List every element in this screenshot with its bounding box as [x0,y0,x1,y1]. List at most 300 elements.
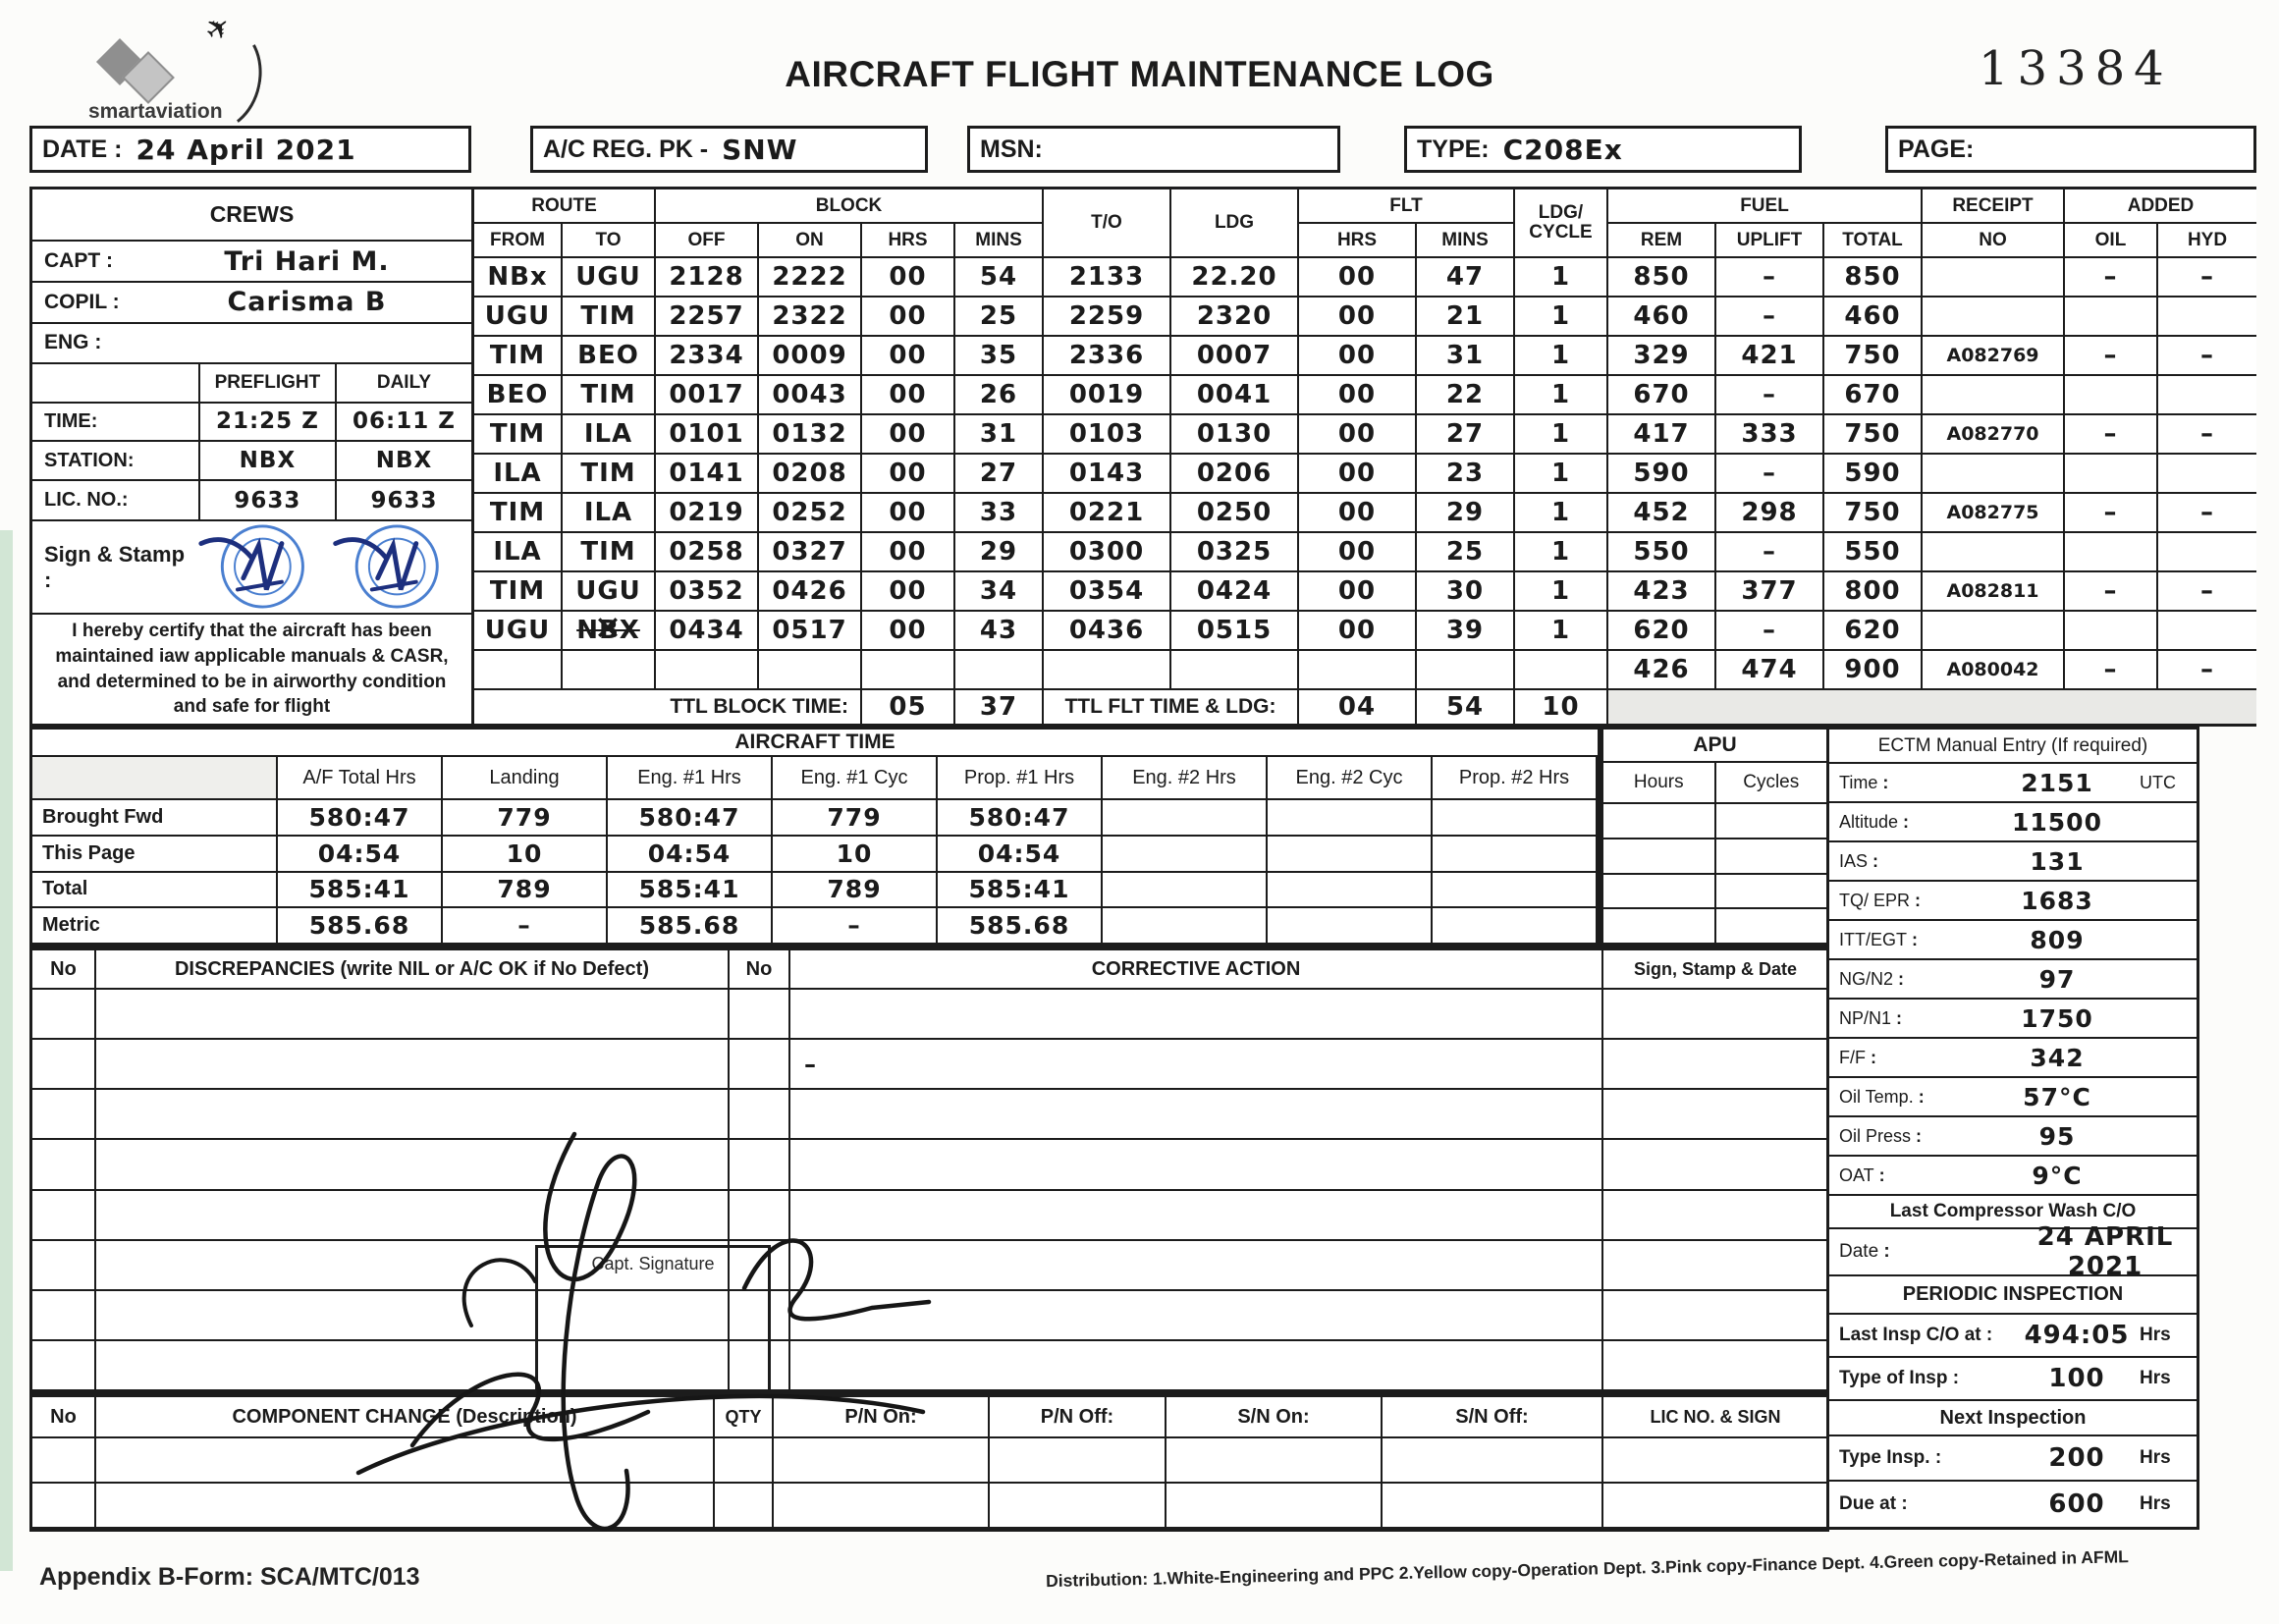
type-value: C208Ex [1502,133,1623,166]
ectm-entry-unit: UTC [2140,772,2176,792]
col-eng2-cyc: Eng. #2 Cyc [1268,757,1433,800]
block-hrs-value: 00 [862,337,955,376]
af-total-hrs-value: 585.68 [278,908,443,945]
takeoff-time-value: 0354 [1044,572,1171,612]
route-header: ROUTE [474,189,656,224]
eng2-cyc-value [1268,800,1433,837]
component-change-row [32,1438,1826,1484]
apu-row [1603,804,1826,839]
flt-hrs-header: HRS [1299,224,1417,258]
corrective-action-cell [790,1341,1603,1391]
flt-mins-value: 31 [1417,337,1515,376]
fuel-uplift-header: UPLIFT [1716,224,1824,258]
col-prop1-hrs: Prop. #1 Hrs [938,757,1103,800]
flight-log-row [474,376,2256,415]
corrective-no-cell [730,1040,790,1090]
comp-no-cell [32,1438,96,1484]
comp-qty-cell [715,1484,774,1529]
due-at-unit: Hrs [2140,1492,2171,1514]
route-from-value [474,651,563,690]
fuel-uplift-value: 421 [1716,337,1824,376]
capt-signature-box [535,1245,771,1392]
ldg-cycle-value: 1 [1515,533,1608,572]
discrepancy-row [32,990,1826,1040]
discrepancy-row [32,1090,1826,1140]
flt-hrs-value: 00 [1299,572,1417,612]
eng1-cyc-value: 10 [773,837,938,873]
ectm-entry-label: Altitude : [1829,812,1975,833]
time-daily: 06:11 Z [335,404,471,441]
pn-off-header: P/N Off: [990,1397,1167,1438]
block-mins-value: 31 [955,415,1044,455]
block-mins-value: 43 [955,612,1044,651]
ldg-cycle-value: 1 [1515,337,1608,376]
fuel-rem-value: 550 [1608,533,1716,572]
flight-totals-row [474,690,2256,724]
ectm-entries [1829,764,2197,1196]
block-hrs-value: 00 [862,258,955,298]
ldg-cycle-value: 1 [1515,415,1608,455]
ldg-cycle-line1: LDG/ [1538,202,1584,224]
totals-shaded-area [1608,690,2256,724]
ttl-flt-hrs: 04 [1299,690,1417,724]
lic-no-label: LIC. NO. : [32,481,198,520]
sign-stamp-date-cell [1603,1241,1829,1291]
oil-added-value: – [2065,572,2158,612]
oil-added-value: – [2065,258,2158,298]
takeoff-time-value [1044,651,1171,690]
disc-text-cell [96,990,730,1040]
block-on-value: 0208 [759,455,862,494]
comp-lic-cell [1603,1484,1829,1529]
ttl-block-hrs: 05 [862,690,955,724]
corrective-action-cell [790,1241,1603,1291]
flight-log-row [474,455,2256,494]
flight-log-row [474,415,2256,455]
comp-pn-off-cell [990,1438,1167,1484]
block-off-value: 0219 [656,494,759,533]
ectm-entry-row [1829,882,2197,921]
corrective-action-cell [790,990,1603,1040]
block-hrs-value [862,651,955,690]
time-preflight: 21:25 Z [198,404,335,441]
landing-time-value: 0250 [1171,494,1299,533]
flight-table-header [474,189,2256,258]
prop2-hrs-value [1433,800,1598,837]
block-on-value [759,651,862,690]
takeoff-time-value: 0143 [1044,455,1171,494]
apu-cycles-value [1716,804,1827,839]
oil-header: OIL [2065,224,2158,258]
disc-no-header: No [32,950,96,990]
route-to-value: BEO [563,337,656,376]
discrepancy-row [32,1140,1826,1190]
off-header: OFF [656,224,759,258]
blank-corner [32,364,198,402]
approval-stamps [193,521,471,613]
discrepancy-row [32,1241,1826,1291]
check-type-header [32,364,471,404]
route-to-value: UGU [563,258,656,298]
fuel-rem-value: 329 [1608,337,1716,376]
type-of-insp-row [1829,1358,2197,1401]
ectm-entry-value: 809 [2030,925,2085,954]
flight-log-row [474,298,2256,337]
capt-label: CAPT : [32,249,142,273]
ectm-entry-row [1829,1117,2197,1157]
discrepancies-section [29,947,1829,1394]
sign-stamp-date-cell [1603,1341,1829,1391]
eng2-cyc-value [1268,908,1433,945]
receipt-no-value [1923,298,2065,337]
flight-log-row [474,572,2256,612]
eng1-cyc-value: – [773,908,938,945]
block-mins-value: 25 [955,298,1044,337]
aircraft-time-row-label: Total [32,873,278,909]
block-off-value: 0434 [656,612,759,651]
block-off-value: 0101 [656,415,759,455]
sign-stamp-date-cell [1603,1040,1829,1090]
ectm-entry-label: Time : [1829,773,1975,793]
route-to-value: TIM [563,533,656,572]
flt-mins-header: MINS [1417,224,1515,258]
sign-stamp-date-cell [1603,1140,1829,1190]
aircraft-time-row-label: Brought Fwd [32,800,278,837]
flt-hrs-value: 00 [1299,376,1417,415]
ectm-entry-label: ITT/EGT : [1829,930,1975,950]
capt-signature-label: Capt. Signature [591,1254,715,1273]
route-to-value: TIM [563,455,656,494]
hyd-added-value: – [2158,651,2256,690]
disc-no-cell [32,1241,96,1291]
type-of-insp-label: Type of Insp : [1829,1368,2014,1389]
comp-desc-cell [96,1484,715,1529]
ectm-entry-label: Oil Press : [1829,1126,1975,1147]
receipt-no-header: NO [1923,224,2065,258]
flt-mins-value: 22 [1417,376,1515,415]
sn-off-header: S/N Off: [1383,1397,1603,1438]
fuel-total-value: 750 [1824,337,1923,376]
ectm-entry-value: 342 [2030,1043,2085,1072]
landing-time-value: 0325 [1171,533,1299,572]
copil-value: Carisma B [227,287,387,318]
block-mins-header: MINS [955,224,1044,258]
component-change-row [32,1484,1826,1529]
wash-date-label: Date : [1829,1241,2014,1263]
ectm-entry-row [1829,1157,2197,1196]
receipt-no-value: A082769 [1923,337,2065,376]
disc-no-cell [32,1191,96,1241]
comp-sn-on-cell [1167,1438,1383,1484]
hyd-added-value [2158,376,2256,415]
block-header: BLOCK [656,189,1044,224]
flt-hrs-value: 00 [1299,258,1417,298]
sign-stamp-row [32,521,471,615]
oil-added-value: – [2065,415,2158,455]
disc-no-cell [32,990,96,1040]
capt-value: Tri Hari M. [224,245,390,277]
station-preflight: NBX [198,442,335,479]
prop1-hrs-value: 580:47 [938,800,1103,837]
landing-header: LDG [1171,189,1299,258]
corrective-action-title: CORRECTIVE ACTION [790,950,1603,990]
fuel-total-value: 800 [1824,572,1923,612]
fuel-total-value: 850 [1824,258,1923,298]
block-hrs-value: 00 [862,415,955,455]
block-off-value: 2257 [656,298,759,337]
page-field [1885,126,2256,173]
flt-mins-value: 29 [1417,494,1515,533]
col-eng1-cyc: Eng. #1 Cyc [773,757,938,800]
oil-added-value: – [2065,494,2158,533]
scan-edge-artifact [0,530,13,1571]
aircraft-time-section [29,727,1601,947]
sn-on-header: S/N On: [1167,1397,1383,1438]
fuel-uplift-value: – [1716,533,1824,572]
oil-added-value [2065,376,2158,415]
sign-stamp-date-header: Sign, Stamp & Date [1603,950,1829,990]
eng2-hrs-value [1103,800,1268,837]
comp-no-cell [32,1484,96,1529]
block-hrs-value: 00 [862,298,955,337]
landing-value: 10 [443,837,608,873]
route-to-value: TIM [563,298,656,337]
block-on-value: 0043 [759,376,862,415]
disc-no-cell [32,1040,96,1090]
eng2-hrs-value [1103,837,1268,873]
eng2-hrs-value [1103,908,1268,945]
takeoff-time-value: 0221 [1044,494,1171,533]
flight-log-table [29,187,2256,727]
corrective-action-cell [790,1191,1603,1241]
flt-mins-value: 30 [1417,572,1515,612]
apu-rows [1603,804,1826,945]
apu-cycles-value [1716,839,1827,875]
eng2-cyc-value [1268,837,1433,873]
comp-lic-cell [1603,1438,1829,1484]
eng2-cyc-value [1268,873,1433,909]
route-to-value: TIM [563,376,656,415]
fuel-uplift-value: 333 [1716,415,1824,455]
col-prop2-hrs: Prop. #2 Hrs [1433,757,1598,800]
lic-no-daily: 9633 [335,481,471,520]
landing-time-value [1171,651,1299,690]
reg-label: A/C REG. PK - [543,135,709,163]
flt-mins-value: 23 [1417,455,1515,494]
discrepancy-row [32,1341,1826,1391]
fuel-total-header: TOTAL [1824,224,1923,258]
apu-hours-value [1603,875,1716,910]
route-to-value: ILA [563,494,656,533]
daily-header: DAILY [335,364,471,402]
ectm-entry-label: OAT : [1829,1165,1975,1186]
comp-pn-on-cell [774,1484,990,1529]
hyd-added-value: – [2158,337,2256,376]
comp-no-header: No [32,1397,96,1438]
component-change-header [32,1397,1826,1438]
sign-stamp-date-cell [1603,1090,1829,1140]
eng1-hrs-value: 580:47 [608,800,773,837]
date-label: DATE : [42,135,122,164]
ldg-cycle-header [1515,189,1608,258]
next-inspection-title: Next Inspection [1829,1401,2197,1435]
fuel-total-value: 900 [1824,651,1923,690]
comp-sn-off-cell [1383,1484,1603,1529]
apu-cycles-header: Cycles [1743,772,1800,792]
oil-added-value: – [2065,337,2158,376]
route-from-value: TIM [474,494,563,533]
comp-pn-off-cell [990,1484,1167,1529]
ttl-block-mins: 37 [955,690,1044,724]
comp-pn-on-cell [774,1438,990,1484]
takeoff-time-value: 2133 [1044,258,1171,298]
receipt-no-value: A082811 [1923,572,2065,612]
discrepancy-row [32,1040,1826,1090]
flight-log-row [474,612,2256,651]
landing-time-value: 22.20 [1171,258,1299,298]
flt-mins-value [1417,651,1515,690]
ectm-entry-value: 1683 [2021,886,2093,915]
ectm-entry-label: TQ/ EPR : [1829,891,1975,911]
block-hrs-value: 00 [862,455,955,494]
flt-header: FLT [1299,189,1515,224]
date-value: 24 April 2021 [136,133,356,166]
block-off-value: 0352 [656,572,759,612]
station-row [32,442,471,481]
takeoff-time-value: 0300 [1044,533,1171,572]
block-mins-value: 26 [955,376,1044,415]
flt-mins-value: 27 [1417,415,1515,455]
aircraft-time-row [32,873,1598,909]
sign-stamp-label: Sign & Stamp : [32,542,193,593]
logo-brand-text: smartaviation [88,100,223,123]
discrepancies-rows [32,990,1826,1391]
ectm-title: ECTM Manual Entry (If required) [1829,730,2197,764]
comp-sn-off-cell [1383,1438,1603,1484]
reg-value: SNW [722,133,798,166]
corrective-action-cell [790,1140,1603,1190]
route-to-value: UGU [563,572,656,612]
landing-value: 789 [443,873,608,909]
fuel-total-value: 750 [1824,494,1923,533]
flt-hrs-value: 00 [1299,337,1417,376]
eng1-hrs-value: 585:41 [608,873,773,909]
receipt-no-value [1923,376,2065,415]
block-on-value: 0517 [759,612,862,651]
fuel-uplift-value: – [1716,376,1824,415]
receipt-no-value [1923,533,2065,572]
af-total-hrs-value: 04:54 [278,837,443,873]
disc-no-cell [32,1140,96,1190]
ttl-flt-mins: 54 [1417,690,1515,724]
due-at-value: 600 [2048,1489,2105,1519]
fuel-rem-value: 452 [1608,494,1716,533]
hyd-added-value [2158,612,2256,651]
comp-sn-on-cell [1167,1484,1383,1529]
hyd-header: HYD [2158,224,2256,258]
landing-time-value: 0424 [1171,572,1299,612]
flt-mins-value: 21 [1417,298,1515,337]
takeoff-time-value: 0103 [1044,415,1171,455]
fuel-uplift-value: 298 [1716,494,1824,533]
route-from-value: UGU [474,612,563,651]
fuel-total-value: 750 [1824,415,1923,455]
landing-value: – [443,908,608,945]
aircraft-reg-field [530,126,928,173]
wash-date-value: 24 APRIL 2021 [2036,1221,2174,1281]
apu-hours-header: Hours [1603,763,1716,802]
qty-header: QTY [715,1397,774,1438]
ectm-entry-label: F/F : [1829,1048,1975,1068]
block-on-value: 0252 [759,494,862,533]
ectm-entry-value: 57°C [2023,1082,2091,1111]
lic-no-preflight: 9633 [198,481,335,520]
ectm-entry-row [1829,803,2197,842]
fuel-total-value: 590 [1824,455,1923,494]
ectm-entry-value: 11500 [2012,807,2102,837]
type-of-insp-unit: Hrs [2140,1368,2171,1389]
ectm-entry-value: 1750 [2021,1003,2093,1033]
flt-hrs-value: 00 [1299,415,1417,455]
ectm-entry-row [1829,1078,2197,1117]
comp-desc-cell [96,1438,715,1484]
hyd-added-value: – [2158,572,2256,612]
flight-log-row [474,337,2256,376]
takeoff-time-value: 2259 [1044,298,1171,337]
date-field [29,126,471,173]
flt-hrs-value: 00 [1299,298,1417,337]
daily-stamp [335,526,437,607]
block-mins-value: 34 [955,572,1044,612]
time-row [32,404,471,443]
form-serial-number: 13384 [1979,41,2173,96]
apu-cycles-value [1716,875,1827,910]
ectm-entry-value: 2151 [2021,768,2093,797]
fuel-rem-value: 850 [1608,258,1716,298]
time-label: TIME : [32,404,198,441]
prop1-hrs-value: 585:41 [938,873,1103,909]
receipt-no-value [1923,258,2065,298]
ectm-entry-label: IAS : [1829,851,1975,872]
aircraft-time-row [32,908,1598,945]
block-off-value: 0258 [656,533,759,572]
aircraft-time-header [32,757,1598,800]
ttl-flt-label: TTL FLT TIME & LDG: [1044,690,1299,724]
apu-row [1603,839,1826,875]
pn-on-header: P/N On: [774,1397,990,1438]
route-from-value: UGU [474,298,563,337]
disc-no-cell [32,1291,96,1341]
af-total-hrs-value: 580:47 [278,800,443,837]
page-label: PAGE: [1898,135,1975,163]
discrepancy-row [32,1191,1826,1241]
receipt-no-value: A080042 [1923,651,2065,690]
hyd-added-value: – [2158,415,2256,455]
block-off-value: 2128 [656,258,759,298]
ectm-entry-label: Oil Temp. : [1829,1087,1975,1108]
copil-label: COPIL : [32,291,142,314]
block-hrs-value: 00 [862,612,955,651]
fuel-rem-value: 460 [1608,298,1716,337]
route-from-value: ILA [474,533,563,572]
apu-section [1601,727,1829,947]
hyd-added-value [2158,533,2256,572]
fuel-uplift-value: 474 [1716,651,1824,690]
prop2-hrs-value [1433,837,1598,873]
flight-log-row [474,258,2256,298]
block-on-value: 2222 [759,258,862,298]
apu-hours-value [1603,909,1716,945]
